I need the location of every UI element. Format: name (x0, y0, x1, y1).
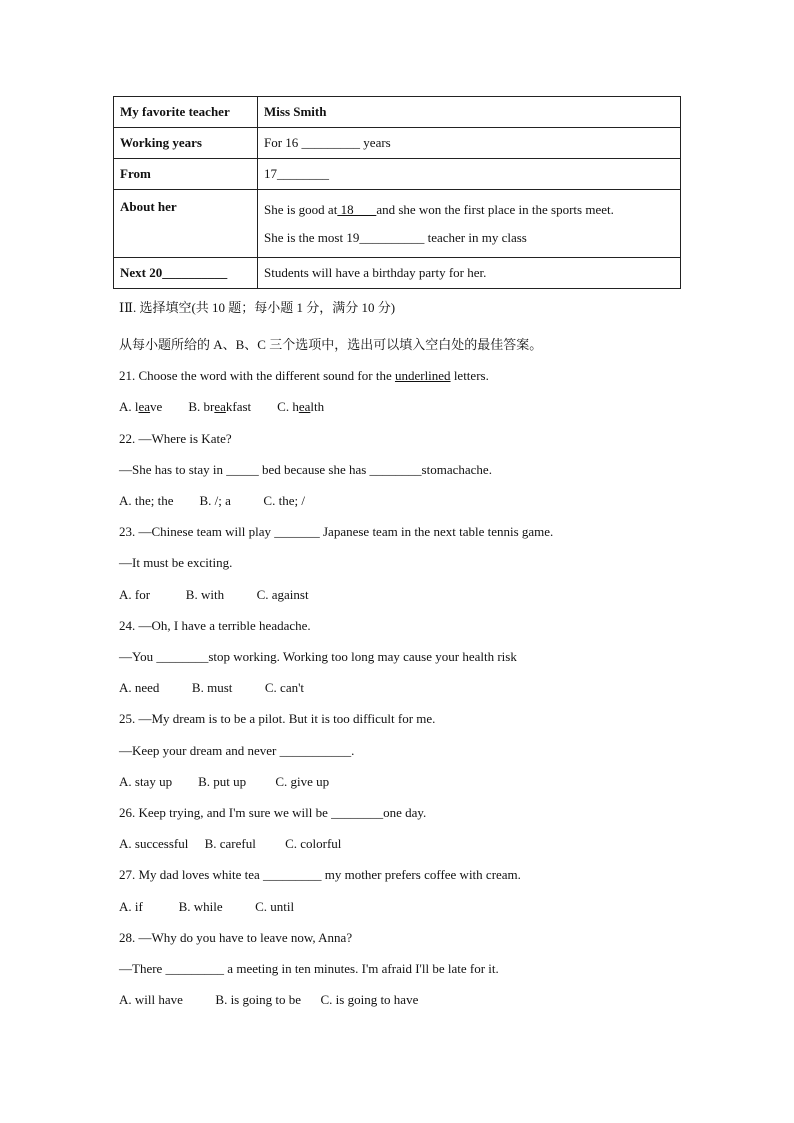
table-row (114, 128, 681, 159)
question-23-line: —It must be exciting. (119, 555, 233, 571)
option-text: B. br (188, 399, 215, 415)
option-text: lth (310, 399, 325, 415)
question-23-options: A. for B. with C. against (119, 586, 309, 602)
info-table (113, 96, 681, 289)
underlined-letters: ea (138, 399, 151, 415)
table-key: Next 20__________ (114, 258, 258, 289)
table-value: Students will have a birthday party for her. (258, 258, 681, 289)
question-25-line: 25. —My dream is to be a pilot. But it is too difficult for me. (119, 711, 436, 727)
question-22-line: 22. —Where is Kate? (119, 430, 232, 446)
question-28-options: A. will have B. is going to be C. is going to have (119, 992, 419, 1008)
question-27-options: A. if B. while C. until (119, 898, 295, 914)
about-text: and she won the first place in the sports meet. (376, 201, 614, 217)
table-row (114, 190, 681, 258)
about-text: She is good at (264, 201, 338, 217)
question-28-line: —There _________ a meeting in ten minutes. I'm afraid I'll be late for it. (119, 961, 499, 977)
table-value: 17________ (258, 159, 681, 190)
table-row (114, 258, 681, 289)
question-25-line: —Keep your dream and never ___________. (119, 742, 355, 758)
stem-text: 21. Choose the word with the different sound for the (119, 368, 395, 384)
option-text: kfast (225, 399, 252, 415)
question-22-line: —She has to stay in _____ bed because she has ________stomachache. (119, 461, 492, 477)
question-26-options: A. successful B. careful C. colorful (119, 836, 342, 852)
table-key: My favorite teacher (114, 97, 258, 128)
question-21-stem (119, 360, 553, 391)
question-25-options: A. stay up B. put up C. give up (119, 773, 330, 789)
table-key: Working years (114, 128, 258, 159)
question-24-line: —You ________stop working. Working too long may cause your health risk (119, 649, 517, 665)
table-key: About her (114, 190, 258, 258)
question-27-line: 27. My dad loves white tea _________ my mother prefers coffee with cream. (119, 867, 521, 883)
question-26-line: 26. Keep trying, and I'm sure we will be ________one day. (119, 805, 427, 821)
option-text: ve (150, 399, 163, 415)
section-instruction: 从每小题所给的 A、B、C 三个选项中，选出可以填入空白处的最佳答案。 (119, 337, 543, 352)
table-value: Miss Smith (258, 97, 681, 128)
section-heading: ⅠⅡ. 选择填空(共 10 题；每小题 1 分，满分 10 分) (119, 300, 396, 315)
question-21-options (119, 391, 553, 422)
table-key: From (114, 159, 258, 190)
underlined-word: underlined (394, 368, 451, 384)
stem-text: letters. (450, 368, 489, 384)
table-value: For 16 _________ years (258, 128, 681, 159)
questions-section (119, 298, 553, 1015)
question-28-line: 28. —Why do you have to leave now, Anna? (119, 929, 353, 945)
option-text: A. l (119, 399, 139, 415)
blank-18: 18 (337, 201, 377, 217)
table-row (114, 159, 681, 190)
question-23-line: 23. —Chinese team will play _______ Japanese team in the next table tennis game. (119, 524, 554, 540)
about-line-1 (264, 202, 674, 218)
table-value (258, 190, 681, 258)
underlined-letters: ea (214, 399, 226, 415)
underlined-letters: ea (298, 399, 311, 415)
about-line-2: She is the most 19__________ teacher in my class (264, 229, 527, 245)
question-24-line: 24. —Oh, I have a terrible headache. (119, 617, 311, 633)
question-22-options: A. the; the B. /; a C. the; / (119, 493, 305, 509)
option-text: C. h (277, 399, 299, 415)
table-row (114, 97, 681, 128)
question-24-options: A. need B. must C. can't (119, 680, 305, 696)
